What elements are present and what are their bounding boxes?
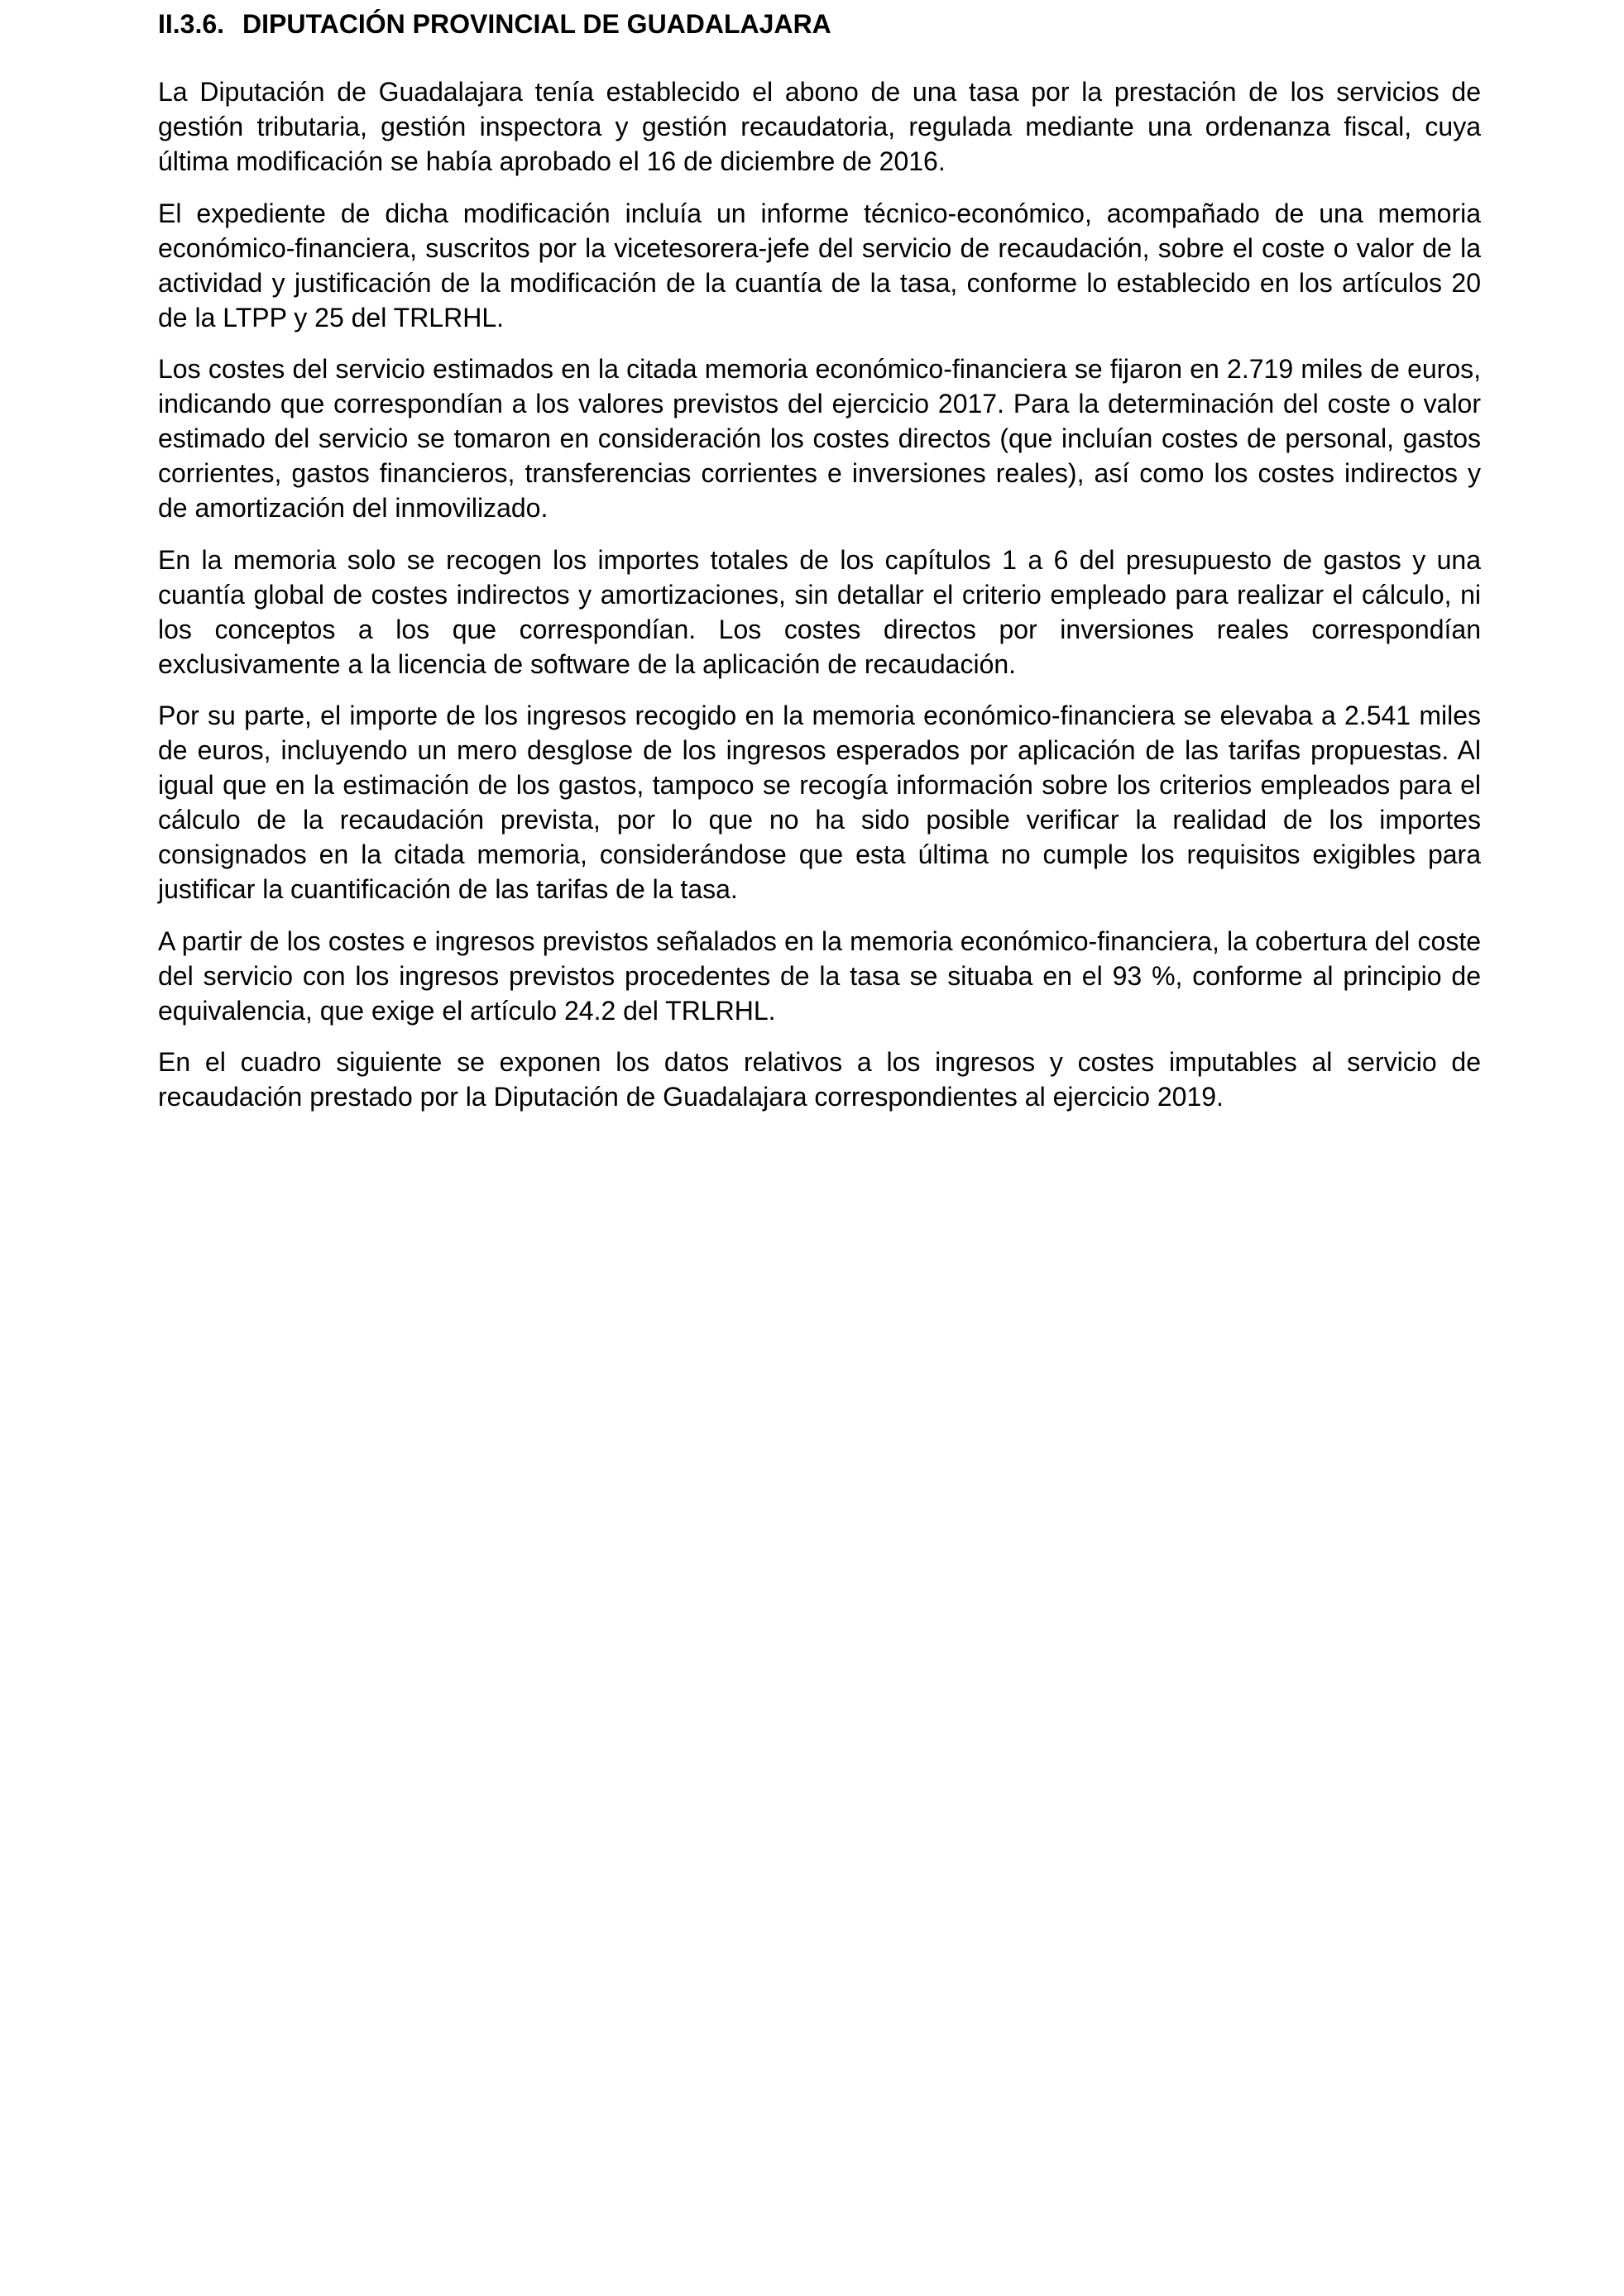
paragraph: A partir de los costes e ingresos previstos señalados en la memoria económico-financiera, la cobertura del coste del servicio con los ingresos previstos procedentes de la tasa se situaba en el 93 %, conforme al principio de equivalencia, que exige el artículo 24.2 del TRLRHL. xyxy=(158,926,1481,1026)
section-heading xyxy=(158,7,1481,41)
paragraph: El expediente de dicha modificación incluía un informe técnico-económico, acompañado de una memoria económico-financiera, suscritos por la vicetesorera-jefe del servicio de recaudación, sobre el coste o valor de la actividad y justificación de la modificación de la cuantía de la tasa, conforme lo establecido en los artículos 20 de la LTPP y 25 del TRLRHL. xyxy=(158,198,1481,332)
paragraph: Por su parte, el importe de los ingresos recogido en la memoria económico-financiera se elevaba a 2.541 miles de euros, incluyendo un mero desglose de los ingresos esperados por aplicación de las tarifas propuestas. Al igual que en la estimación de los gastos, tampoco se recogía información sobre los criterios empleados para el cálculo de la recaudación prevista, por lo que no ha sido posible verificar la realidad de los importes consignados en la citada memoria, considerándose que esta última no cumple los requisitos exigibles para justificar la cuantificación de las tarifas de la tasa. xyxy=(158,701,1481,904)
document-page xyxy=(158,7,1481,1131)
paragraph: En la memoria solo se recogen los importes totales de los capítulos 1 a 6 del presupuesto de gastos y una cuantía global de costes indirectos y amortizaciones, sin detallar el criterio empleado para realizar el cálculo, ni los conceptos a los que correspondían. Los costes directos por inversiones reales correspondían exclusivamente a la licencia de software de la aplicación de recaudación. xyxy=(158,544,1481,679)
paragraph: La Diputación de Guadalajara tenía establecido el abono de una tasa por la prestación de los servicios de gestión tributaria, gestión inspectora y gestión recaudatoria, regulada mediante una ordenanza fiscal, cuya última modificación se había aprobado el 16 de diciembre de 2016. xyxy=(158,77,1481,176)
paragraph: Los costes del servicio estimados en la citada memoria económico-financiera se fijaron en 2.719 miles de euros, indicando que correspondían a los valores previstos del ejercicio 2017. Para la determinación del coste o valor estimado del servicio se tomaron en consideración los costes directos (que incluían costes de personal, gastos corrientes, gastos financieros, transferencias corrientes e inversiones reales), así como los costes indirectos y de amortización del inmovilizado. xyxy=(158,354,1481,523)
section-number: II.3.6. xyxy=(158,9,225,39)
paragraph: En el cuadro siguiente se exponen los datos relativos a los ingresos y costes imputables al servicio de recaudación prestado por la Diputación de Guadalajara correspondientes al ejercicio 2019. xyxy=(158,1047,1481,1112)
section-title: DIPUTACIÓN PROVINCIAL DE GUADALAJARA xyxy=(242,9,831,39)
